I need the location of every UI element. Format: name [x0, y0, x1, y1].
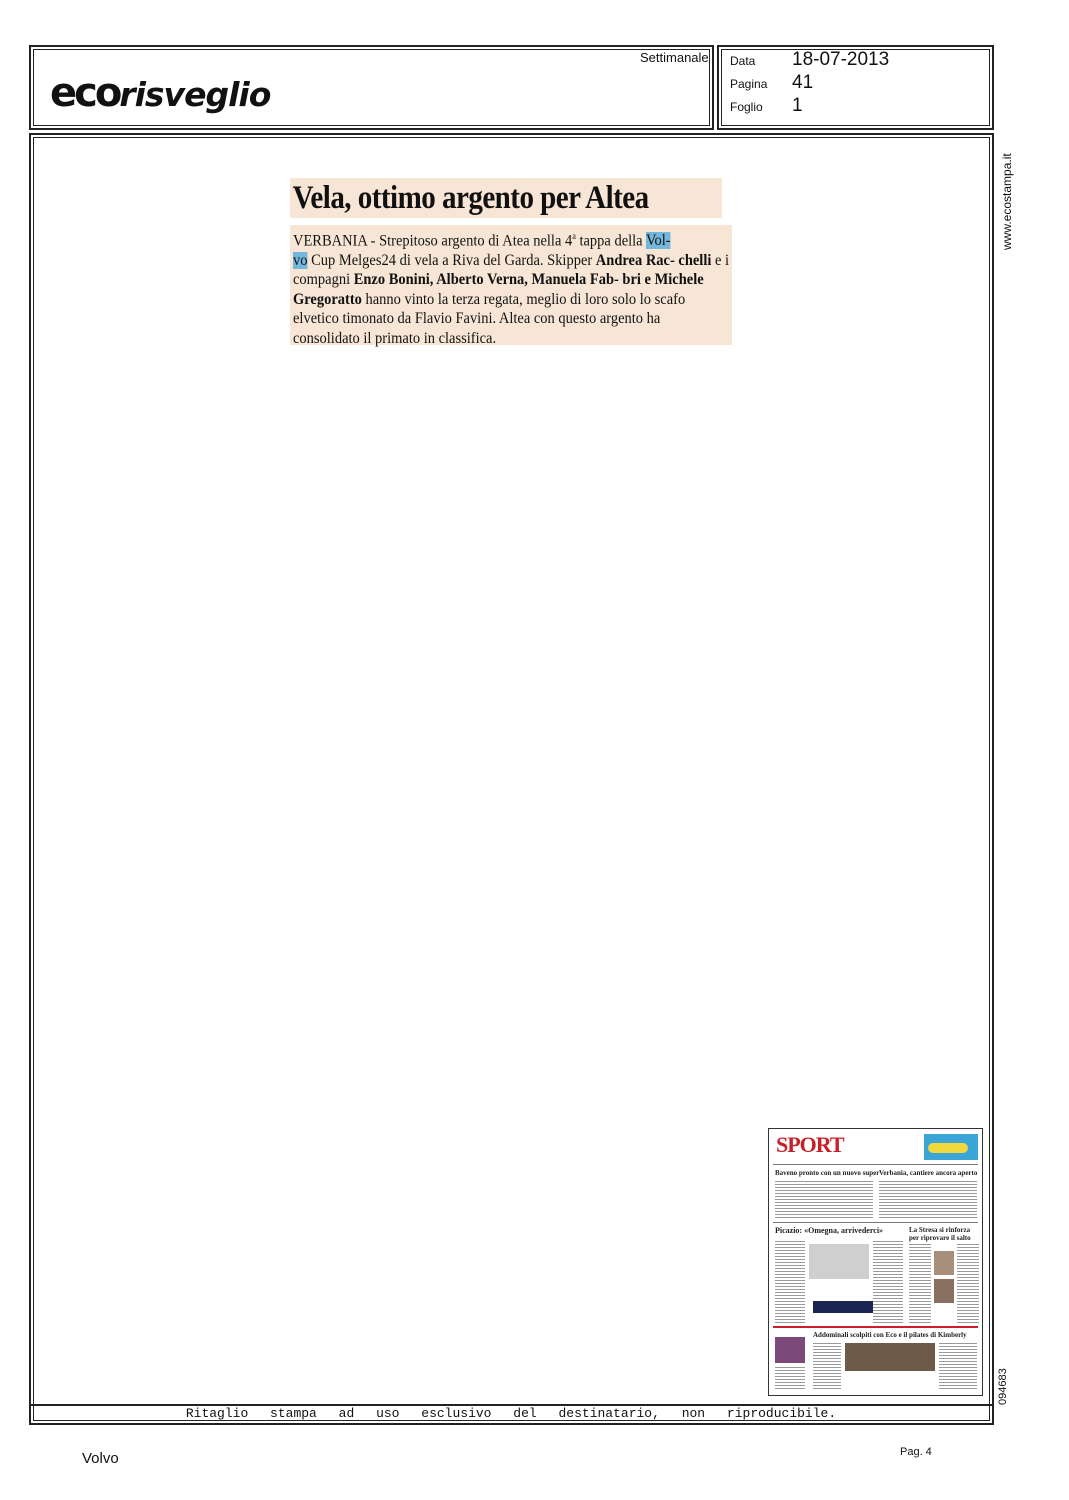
body-text-4: e i compagni — [293, 251, 730, 289]
thumb-headline-1: Baveno pronto con un nuovo super — [775, 1169, 880, 1177]
body-bold-2: Enzo Bonini, Alberto Verna, Manuela Fab- bri e Michele Gregoratto — [293, 271, 704, 308]
thumb-photo — [809, 1244, 869, 1279]
logo-eco: eco — [50, 70, 120, 116]
date-label: Data — [730, 54, 756, 68]
sheet-value: 1 — [792, 95, 803, 116]
logo-risveglio: risveglio — [119, 75, 271, 114]
thumb-text-block — [939, 1343, 977, 1389]
thumb-headline-5: Addominali scolpiti con Eco e il pilates di Kimberly — [813, 1331, 967, 1339]
thumb-photo-strip — [845, 1343, 935, 1371]
side-code: 094683 — [997, 1368, 1009, 1405]
thumb-rule — [773, 1222, 978, 1223]
page-label: Pagina — [730, 77, 768, 91]
thumb-photo — [775, 1337, 805, 1363]
thumb-section-title: SPORT — [776, 1132, 844, 1157]
body-bold-1: Andrea Rac- chelli — [595, 251, 712, 269]
thumb-text-block — [879, 1181, 977, 1219]
thumb-banner-image — [924, 1134, 978, 1160]
body-text-3: Cup Melges24 di vela a Riva del Garda. Skipper — [307, 251, 596, 269]
date-value: 18-07-2013 — [792, 49, 890, 70]
newspaper-logo — [50, 70, 270, 116]
page-number: Pag. 4 — [900, 1446, 932, 1458]
highlight-keyword-2: vo — [293, 251, 308, 269]
thumb-text-block — [957, 1244, 979, 1324]
thumb-portrait — [934, 1251, 954, 1275]
highlight-keyword-1: Vol- — [645, 232, 671, 250]
article-title-block — [290, 178, 722, 218]
thumb-text-block — [813, 1343, 841, 1389]
side-url: www.ecostampa.it — [1000, 153, 1014, 250]
body-text-2: tappa della — [575, 232, 646, 250]
thumb-rule — [773, 1326, 978, 1328]
thumb-text-block — [873, 1241, 903, 1323]
article-title: Vela, ottimo argento per Altea — [292, 180, 649, 216]
thumb-text-block — [775, 1367, 805, 1391]
body-superscript: a — [572, 231, 576, 241]
article-body — [293, 227, 729, 348]
thumb-highlight-box — [813, 1301, 873, 1313]
thumb-portrait — [934, 1279, 954, 1303]
thumb-text-block — [775, 1181, 873, 1219]
thumb-headline-3: Picazio: «Omegna, arrivederci» — [775, 1226, 884, 1235]
page-thumbnail — [768, 1128, 983, 1396]
thumb-text-block — [909, 1244, 931, 1324]
thumb-headline-4: La Stresa si rinforza per riprovare il salto — [909, 1226, 971, 1242]
article-body-block — [290, 225, 732, 345]
footer-notice: Ritaglio stampa ad uso esclusivo del destinatario, non riproducibile. — [185, 1406, 837, 1421]
thumb-text-block — [775, 1241, 805, 1323]
body-text-1: VERBANIA - Strepitoso argento di Atea nella 4 — [293, 232, 573, 250]
periodicity-label: Settimanale — [640, 50, 709, 65]
thumb-rule — [773, 1164, 978, 1165]
search-tag: Volvo — [82, 1450, 119, 1467]
sheet-label: Foglio — [730, 100, 763, 114]
page-value: 41 — [792, 72, 814, 93]
body-text-5: hanno vinto la terza regata, meglio di loro solo lo scafo elvetico timonato da Flavio Favini. Altea con questo argento ha consolidato il primato in classifica. — [293, 290, 686, 347]
thumb-headline-2: Verbania, cantiere ancora aperto — [879, 1169, 978, 1177]
